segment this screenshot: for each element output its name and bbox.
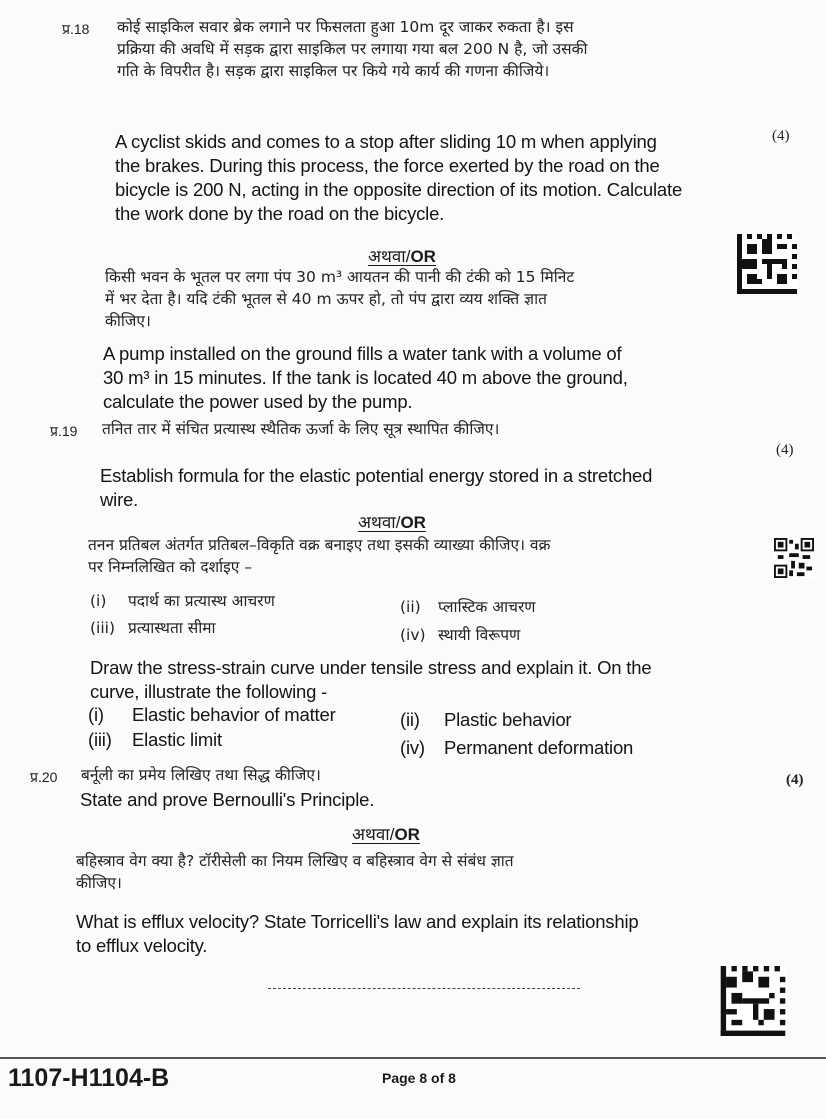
q19-english-option-iv: (iv) Permanent deformation: [400, 737, 634, 758]
q19-alt-hindi-line: तनन प्रतिबल अंतर्गत प्रतिबल–विकृति वक्र बनाइए तथा इसकी व्याख्या कीजिए। वक्र: [88, 536, 551, 554]
q19-english-option-i: (i) Elastic behavior of matter: [88, 704, 336, 725]
q19-english-option-iii: (iii) Elastic limit: [88, 729, 222, 750]
q20-alt-english: [76, 910, 736, 958]
q19-hindi-option-iii: (iii) प्रत्यास्थता सीमा: [90, 619, 216, 637]
q19-or-heading: अथवा/OR: [358, 513, 426, 532]
footer-rule: [0, 1057, 826, 1059]
q19-english: [100, 464, 720, 512]
q18-alt-english-line: calculate the power used by the pump.: [103, 391, 413, 412]
q19-english-line: wire.: [100, 489, 139, 510]
q18-alt-hindi-line: में भर देता है। यदि टंकी भूतल से 40 m ऊपर हो, तो पंप द्वारा व्यय शक्ति ज्ञात: [105, 290, 547, 308]
q19-alt-english: [90, 656, 720, 704]
or-hindi: अथवा: [352, 825, 390, 844]
q20-marks: (4): [786, 772, 804, 788]
q19-english-option-ii: (ii) Plastic behavior: [400, 709, 572, 730]
q18-english: [115, 130, 715, 226]
q20-english-line: State and prove Bernoulli's Principle.: [80, 789, 375, 810]
q18-hindi-line: गति के विपरीत है। सड़क द्वारा साइकिल पर किये गये कार्य की गणना कीजिये।: [117, 62, 550, 80]
q18-alt-hindi: [105, 266, 715, 332]
question-number-20: प्र.20: [30, 769, 58, 785]
or-english: OR: [400, 513, 426, 532]
q19-hindi-line: तनित तार में संचित प्रत्यास्थ स्थैतिक ऊर्जा के लिए सूत्र स्थापित कीजिए।: [102, 420, 500, 438]
q18-alt-english: [103, 342, 713, 414]
page-number: Page 8 of 8: [382, 1070, 456, 1086]
q20-english: [80, 788, 700, 812]
q19-hindi-option-ii: (ii) प्लास्टिक आचरण: [400, 598, 536, 616]
q20-hindi-line: बर्नूली का प्रमेय लिखिए तथा सिद्ध कीजिए।: [81, 766, 321, 784]
q19-alt-hindi-line: पर निम्नलिखित को दर्शाइए –: [88, 558, 252, 576]
q20-alt-english-line: What is efflux velocity? State Torricelli's law and explain its relationship: [76, 911, 639, 932]
datamatrix-icon: [737, 234, 797, 294]
q20-hindi: [81, 764, 701, 786]
q18-marks: (4): [772, 128, 790, 144]
q20-alt-hindi: [76, 850, 726, 894]
q20-alt-hindi-line: बहिस्त्राव वेग क्या है? टॉरीसेली का नियम लिखिए व बहिस्त्राव वेग से संबंध ज्ञात: [76, 852, 514, 870]
q18-hindi-line: प्रक्रिया की अवधि में सड़क द्वारा साइकिल पर लगाया गया बल 200 N है, जो उसकी: [117, 40, 588, 58]
q18-english-line: the brakes. During this process, the force exerted by the road on the: [115, 155, 660, 176]
paper-code: 1107-H1104-B: [8, 1064, 170, 1092]
q19-hindi: [102, 418, 722, 440]
q18-hindi: [117, 16, 717, 82]
q18-or-heading: अथवा/OR: [368, 247, 436, 266]
or-english: OR: [410, 247, 436, 266]
q18-alt-hindi-line: कीजिए।: [105, 312, 151, 330]
or-hindi: अथवा: [368, 247, 406, 266]
q18-english-line: A cyclist skids and comes to a stop after sliding 10 m when applying: [115, 131, 657, 152]
q19-alt-english-line: curve, illustrate the following -: [90, 681, 328, 702]
q19-alt-hindi: [88, 534, 718, 578]
q19-english-line: Establish formula for the elastic potential energy stored in a stretched: [100, 465, 653, 486]
question-number-19: प्र.19: [50, 423, 78, 439]
q19-alt-english-line: Draw the stress-strain curve under tensile stress and explain it. On the: [90, 657, 652, 678]
q18-alt-english-line: 30 m³ in 15 minutes. If the tank is located 40 m above the ground,: [103, 367, 628, 388]
q18-english-line: the work done by the road on the bicycle.: [115, 203, 445, 224]
datamatrix-icon: [720, 966, 786, 1036]
or-english: OR: [394, 825, 420, 844]
q18-english-line: bicycle is 200 N, acting in the opposite direction of its motion. Calculate: [115, 179, 683, 200]
q19-marks: (4): [776, 442, 794, 458]
q20-alt-hindi-line: कीजिए।: [76, 874, 122, 892]
question-number-18: प्र.18: [62, 21, 90, 37]
q18-alt-hindi-line: किसी भवन के भूतल पर लगा पंप 30 m³ आयतन की पानी की टंकी को 15 मिनिट: [105, 268, 575, 286]
q19-hindi-option-iv: (iv) स्थायी विरूपण: [400, 626, 521, 644]
q20-or-heading: अथवा/OR: [352, 825, 420, 844]
end-of-paper-divider: [268, 988, 580, 989]
or-hindi: अथवा: [358, 513, 396, 532]
q18-alt-english-line: A pump installed on the ground fills a water tank with a volume of: [103, 343, 622, 364]
q20-alt-english-line: to efflux velocity.: [76, 935, 208, 956]
qr-code-icon: [774, 538, 814, 578]
q18-hindi-line: कोई साइकिल सवार ब्रेक लगाने पर फिसलता हुआ 10m दूर जाकर रुकता है। इस: [117, 18, 574, 36]
q19-hindi-option-i: (i) पदार्थ का प्रत्यास्थ आचरण: [90, 592, 275, 610]
